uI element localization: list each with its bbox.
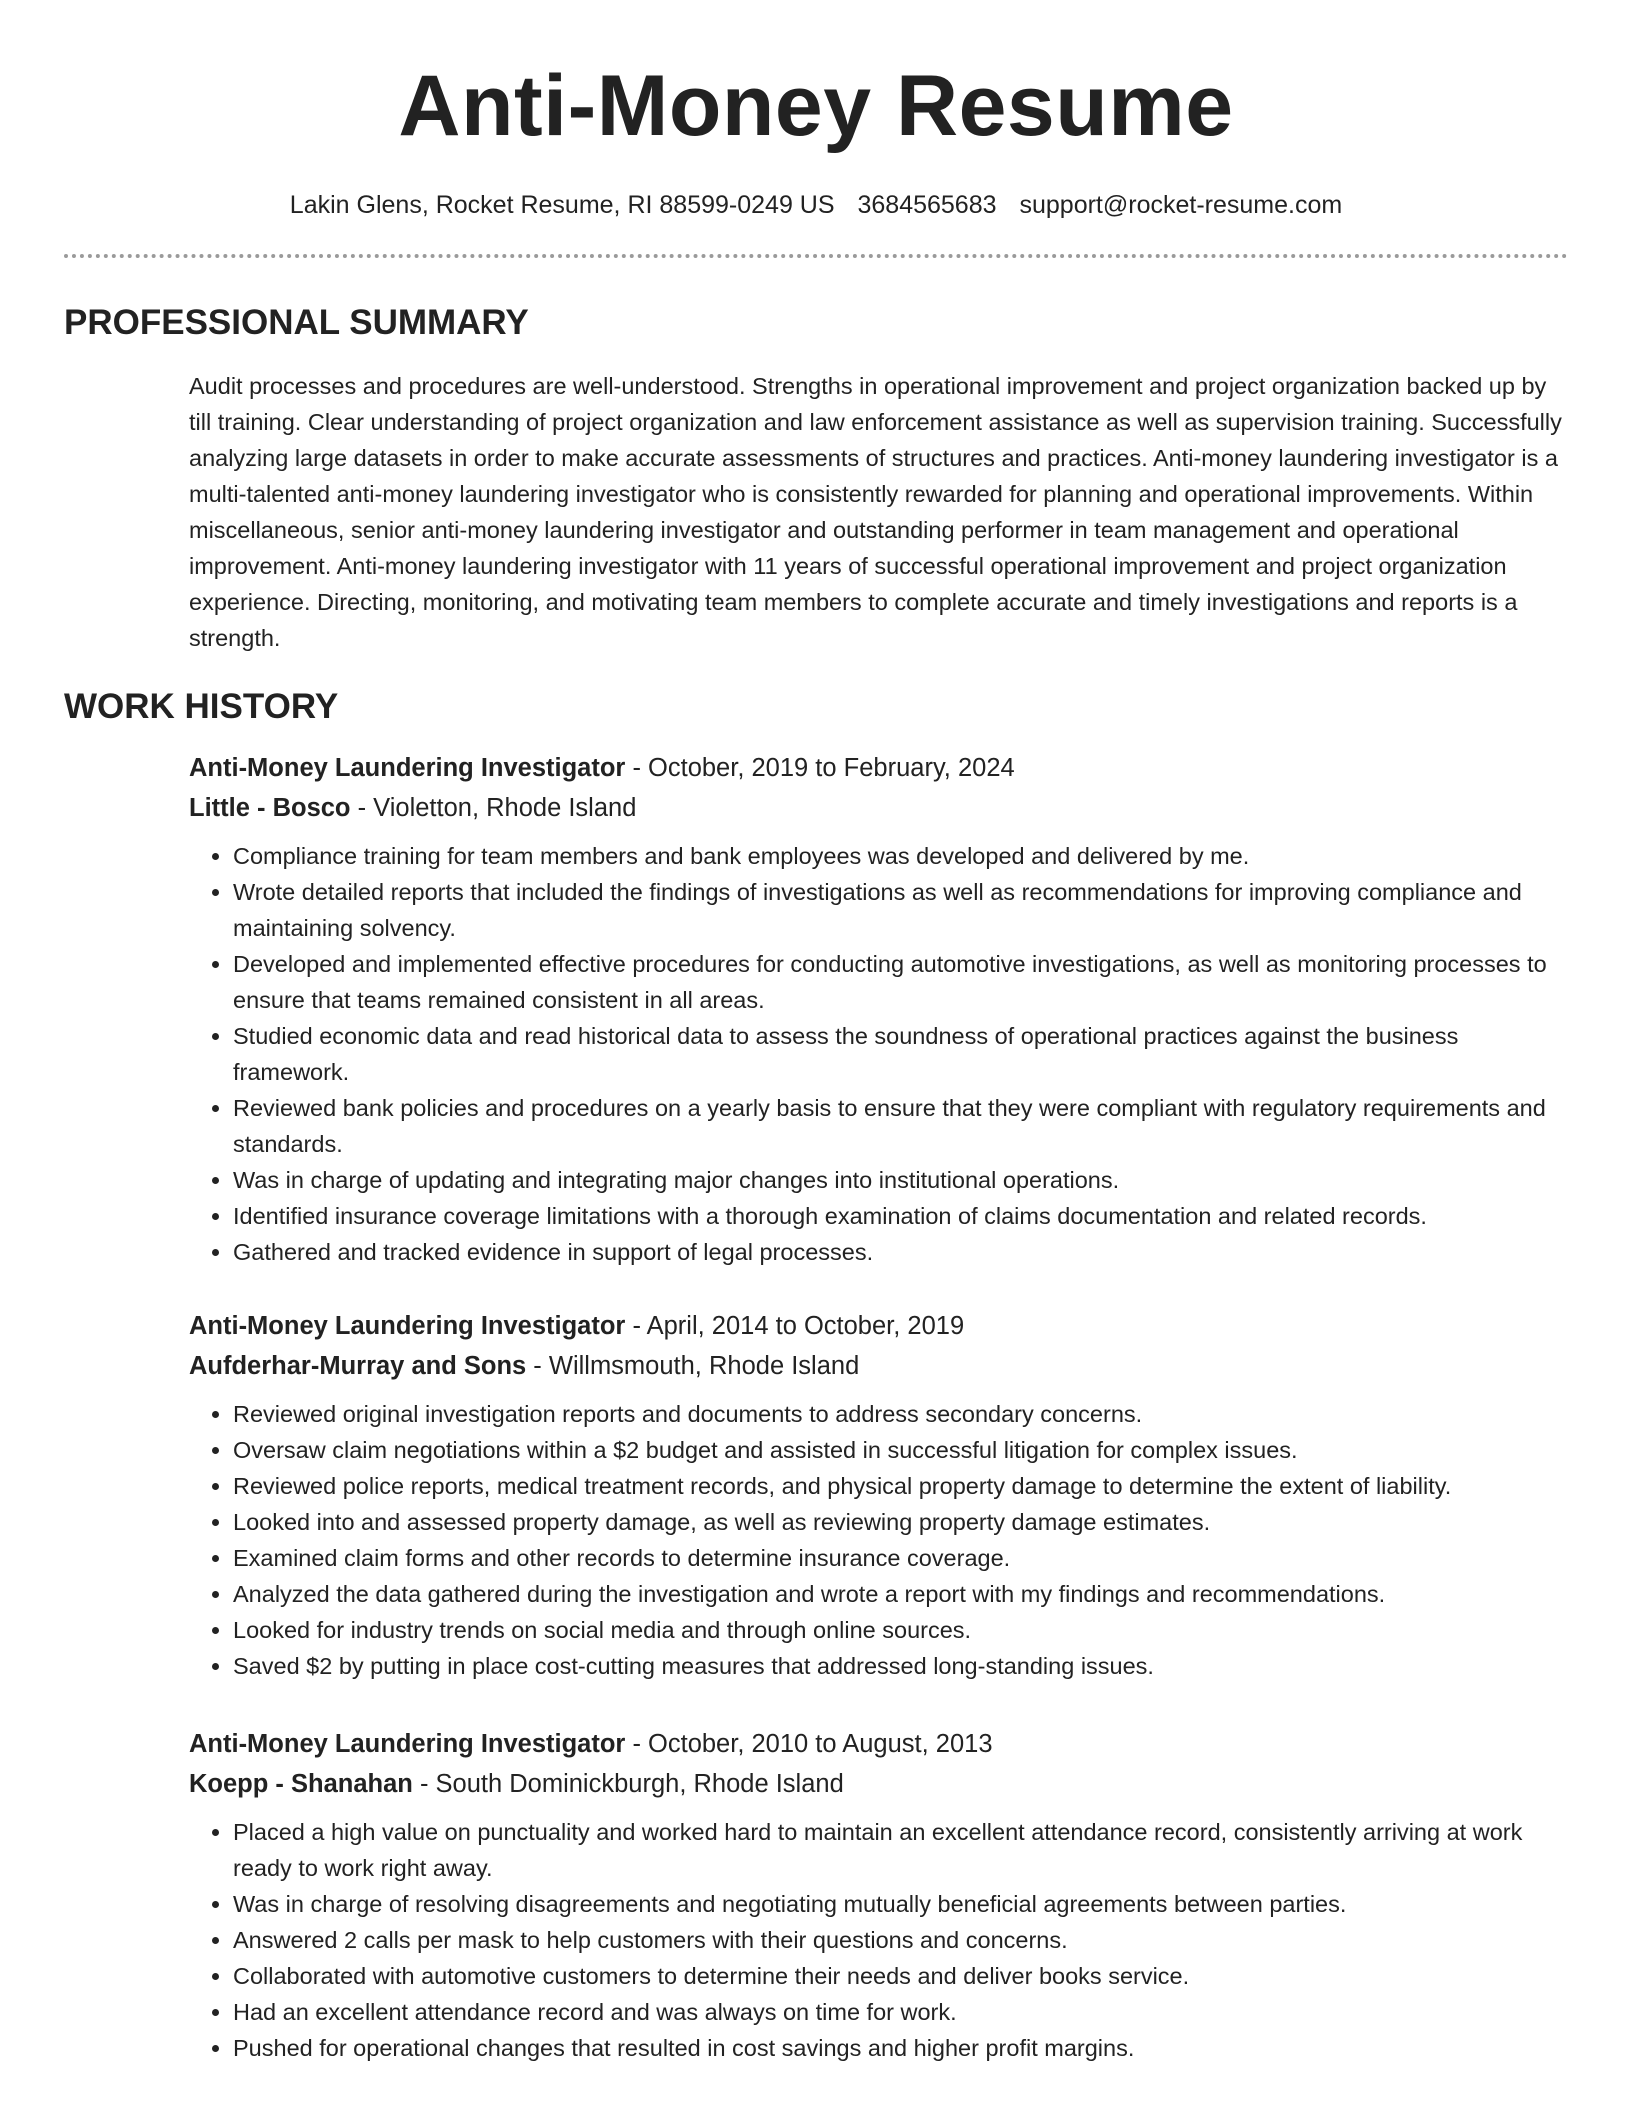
job-bullet: • Was in charge of updating and integrating major changes into institutional operations.: [233, 1162, 1568, 1198]
job-entry: [189, 1306, 1568, 1684]
job-bullet: • Analyzed the data gathered during the investigation and wrote a report with my findings and recommendations.: [233, 1576, 1568, 1612]
job-title-line: [189, 748, 1568, 788]
job-bullet: • Examined claim forms and other records to determine insurance coverage.: [233, 1540, 1568, 1576]
job-title: Anti-Money Laundering Investigator: [189, 754, 626, 782]
job-company-line: [189, 1346, 1568, 1386]
job-company: Aufderhar-Murray and Sons: [189, 1352, 527, 1380]
job-bullets: [189, 1814, 1568, 2066]
contact-email: support@rocket-resume.com: [1019, 191, 1343, 219]
job-list: [189, 748, 1568, 2066]
job-bullet: • Placed a high value on punctuality and worked hard to maintain an excellent attendance record, consistently arriving at work ready to work right away.: [233, 1814, 1568, 1886]
job-bullet: • Pushed for operational changes that resulted in cost savings and higher profit margins.: [233, 2030, 1568, 2066]
job-company: Koepp - Shanahan: [189, 1770, 413, 1798]
work-history-heading: WORK HISTORY: [64, 687, 339, 726]
job-bullet: • Compliance training for team members and bank employees was developed and delivered by me.: [233, 838, 1568, 874]
job-bullet: • Answered 2 calls per mask to help customers with their questions and concerns.: [233, 1922, 1568, 1958]
job-dates: - October, 2019 to February, 2024: [625, 754, 1015, 782]
job-title-line: [189, 1724, 1568, 1764]
job-bullet: • Reviewed police reports, medical treatment records, and physical property damage to determine the extent of liability.: [233, 1468, 1568, 1504]
job-company-line: [189, 1764, 1568, 1804]
job-location: - Violetton, Rhode Island: [350, 794, 637, 822]
job-bullet: • Oversaw claim negotiations within a $2 budget and assisted in successful litigation for complex issues.: [233, 1432, 1568, 1468]
contact-address: Lakin Glens, Rocket Resume, RI 88599-0249 US: [289, 191, 835, 219]
job-location: - South Dominickburgh, Rhode Island: [412, 1770, 844, 1798]
job-title: Anti-Money Laundering Investigator: [189, 1730, 626, 1758]
job-bullet: • Reviewed bank policies and procedures on a yearly basis to ensure that they were compliant with regulatory requirements and standards.: [233, 1090, 1568, 1162]
contact-phone: 3684565683: [857, 191, 997, 219]
job-entry: [189, 748, 1568, 1270]
job-bullet: • Gathered and tracked evidence in support of legal processes.: [233, 1234, 1568, 1270]
job-bullets: [189, 1396, 1568, 1684]
job-bullets: [189, 838, 1568, 1270]
job-bullet: • Developed and implemented effective procedures for conducting automotive investigations, as well as monitoring processes to ensure that teams remained consistent in all areas.: [233, 946, 1568, 1018]
job-dates: - October, 2010 to August, 2013: [625, 1730, 993, 1758]
job-bullet: • Reviewed original investigation reports and documents to address secondary concerns.: [233, 1396, 1568, 1432]
job-bullet: • Was in charge of resolving disagreements and negotiating mutually beneficial agreements between parties.: [233, 1886, 1568, 1922]
resume-header: [64, 0, 1568, 220]
job-entry: [189, 1724, 1568, 2066]
job-title: Anti-Money Laundering Investigator: [189, 1312, 626, 1340]
job-bullet: • Wrote detailed reports that included the findings of investigations as well as recommendations for improving compliance and maintaining solvency.: [233, 874, 1568, 946]
job-bullet: • Studied economic data and read historical data to assess the soundness of operational practices against the business framework.: [233, 1018, 1568, 1090]
job-location: - Willmsmouth, Rhode Island: [526, 1352, 860, 1380]
summary-heading: PROFESSIONAL SUMMARY: [64, 303, 529, 342]
resume-name: Anti-Money Resume: [398, 58, 1234, 154]
job-dates: - April, 2014 to October, 2019: [625, 1312, 965, 1340]
job-title-line: [189, 1306, 1568, 1346]
header-divider: [64, 254, 1568, 258]
job-bullet: • Had an excellent attendance record and was always on time for work.: [233, 1994, 1568, 2030]
summary-text: Audit processes and procedures are well-understood. Strengths in operational improvement and project organization backed up by till training. Clear understanding of project organization and law enforcement assistance as well as supervision training. Successfully analyzing large datasets in order to make accurate assessments of structures and practices. Anti-money laundering investigator is a multi-talented anti-money laundering investigator who is consistently rewarded for planning and operational improvements. Within miscellaneous, senior anti-money laundering investigator and outstanding performer in team management and operational improvement. Anti-money laundering investigator with 11 years of successful operational improvement and project organization experience. Directing, monitoring, and motivating team members to complete accurate and timely investigations and reports is a strength.: [189, 373, 1562, 651]
job-company: Little - Bosco: [189, 794, 351, 822]
job-bullet: • Identified insurance coverage limitations with a thorough examination of claims documentation and related records.: [233, 1198, 1568, 1234]
job-bullet: • Saved $2 by putting in place cost-cutting measures that addressed long-standing issues.: [233, 1648, 1568, 1684]
contact-line: [64, 190, 1568, 220]
job-company-line: [189, 788, 1568, 828]
job-bullet: • Looked for industry trends on social media and through online sources.: [233, 1612, 1568, 1648]
job-bullet: • Collaborated with automotive customers to determine their needs and deliver books service.: [233, 1958, 1568, 1994]
job-bullet: • Looked into and assessed property damage, as well as reviewing property damage estimates.: [233, 1504, 1568, 1540]
